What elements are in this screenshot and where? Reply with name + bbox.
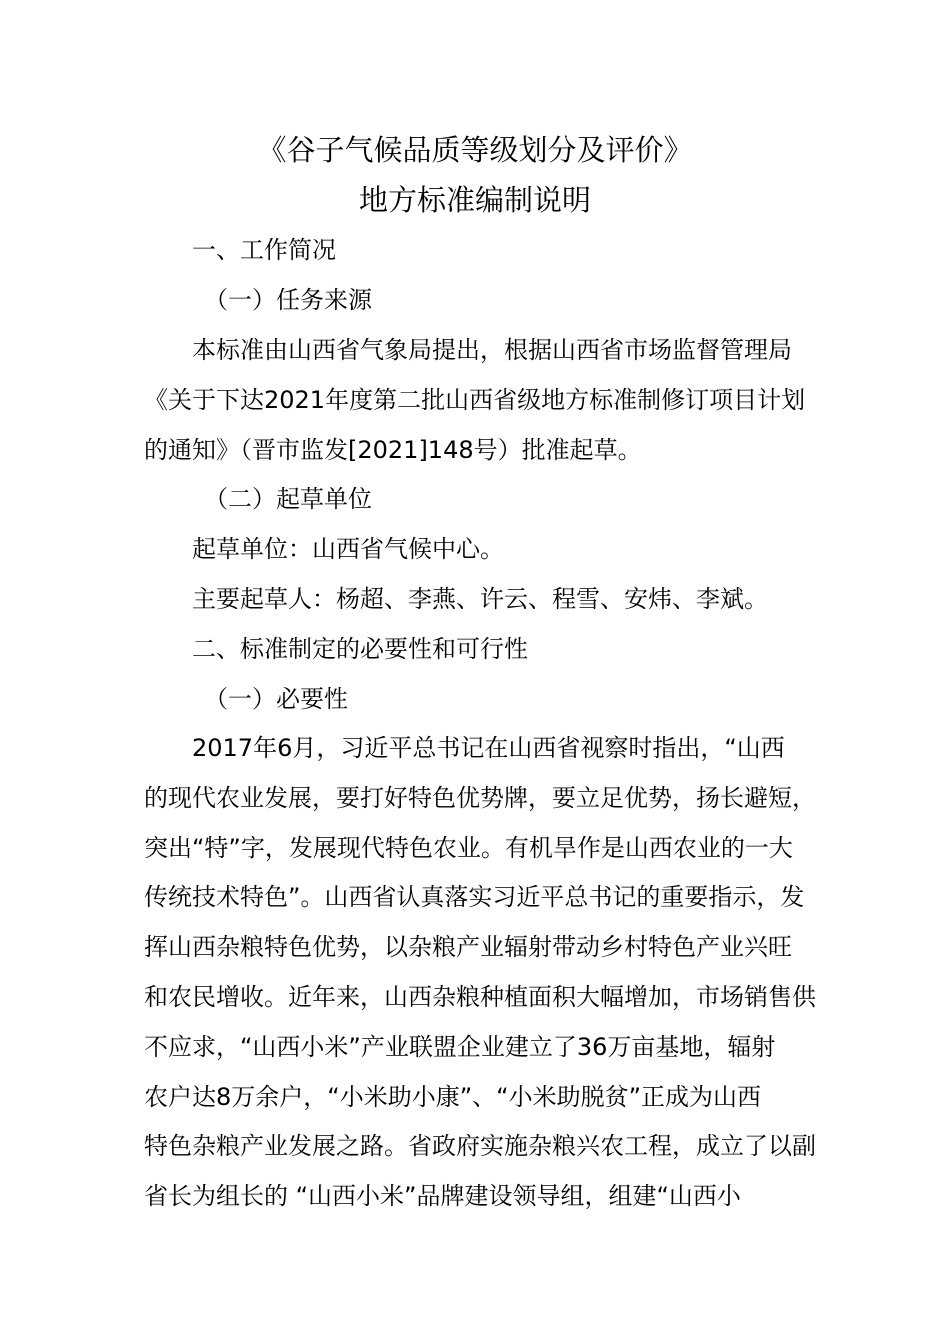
subsection-heading-task-source: （一）任务来源 bbox=[204, 286, 372, 314]
paragraph-line: 挥山西杂粮特色优势，以杂粮产业辐射带动乡村特色产业兴旺 bbox=[144, 933, 792, 961]
paragraph-line: 省长为组长的 “山西小米”品牌建设领导组，组建“山西小 bbox=[144, 1182, 741, 1210]
section-heading-necessity-feasibility: 二、标准制定的必要性和可行性 bbox=[192, 635, 528, 663]
document-subtitle: 地方标准编制说明 bbox=[358, 183, 591, 217]
paragraph-line: 的现代农业发展，要打好特色优势牌，要立足优势，扬长避短， bbox=[144, 784, 816, 812]
paragraph-line: 2017年6月，习近平总书记在山西省视察时指出，“山西 bbox=[192, 734, 785, 762]
paragraph-line: 传统技术特色”。山西省认真落实习近平总书记的重要指示，发 bbox=[144, 883, 805, 911]
subsection-heading-necessity: （一）必要性 bbox=[204, 685, 348, 713]
paragraph-line: 《关于下达2021年度第二批山西省级地方标准制修订项目计划 bbox=[144, 386, 806, 414]
paragraph-line: 起草单位：山西省气候中心。 bbox=[192, 535, 504, 563]
paragraph-line: 的通知》（晋市监发[2021]148号）批准起草。 bbox=[144, 436, 642, 464]
paragraph-line: 不应求，“山西小米”产业联盟企业建立了36万亩基地，辐射 bbox=[144, 1033, 776, 1061]
paragraph-line: 特色杂粮产业发展之路。省政府实施杂粮兴农工程，成立了以副 bbox=[144, 1132, 816, 1160]
paragraph-line: 农户达8万余户，“小米助小康”、“小米助脱贫”正成为山西 bbox=[144, 1083, 762, 1111]
section-heading-work-overview: 一、工作简况 bbox=[192, 236, 336, 264]
paragraph-line: 和农民增收。近年来，山西杂粮种植面积大幅增加，市场销售供 bbox=[144, 983, 816, 1011]
paragraph-line: 突出“特”字，发展现代特色农业。有机旱作是山西农业的一大 bbox=[144, 834, 793, 862]
document-title: 《谷子气候品质等级划分及评价》 bbox=[257, 133, 693, 167]
paragraph-line: 主要起草人：杨超、李燕、许云、程雪、安炜、李斌。 bbox=[192, 585, 768, 613]
subsection-heading-drafting-unit: （二）起草单位 bbox=[204, 485, 372, 513]
paragraph-line: 本标准由山西省气象局提出，根据山西省市场监督管理局 bbox=[192, 336, 792, 364]
